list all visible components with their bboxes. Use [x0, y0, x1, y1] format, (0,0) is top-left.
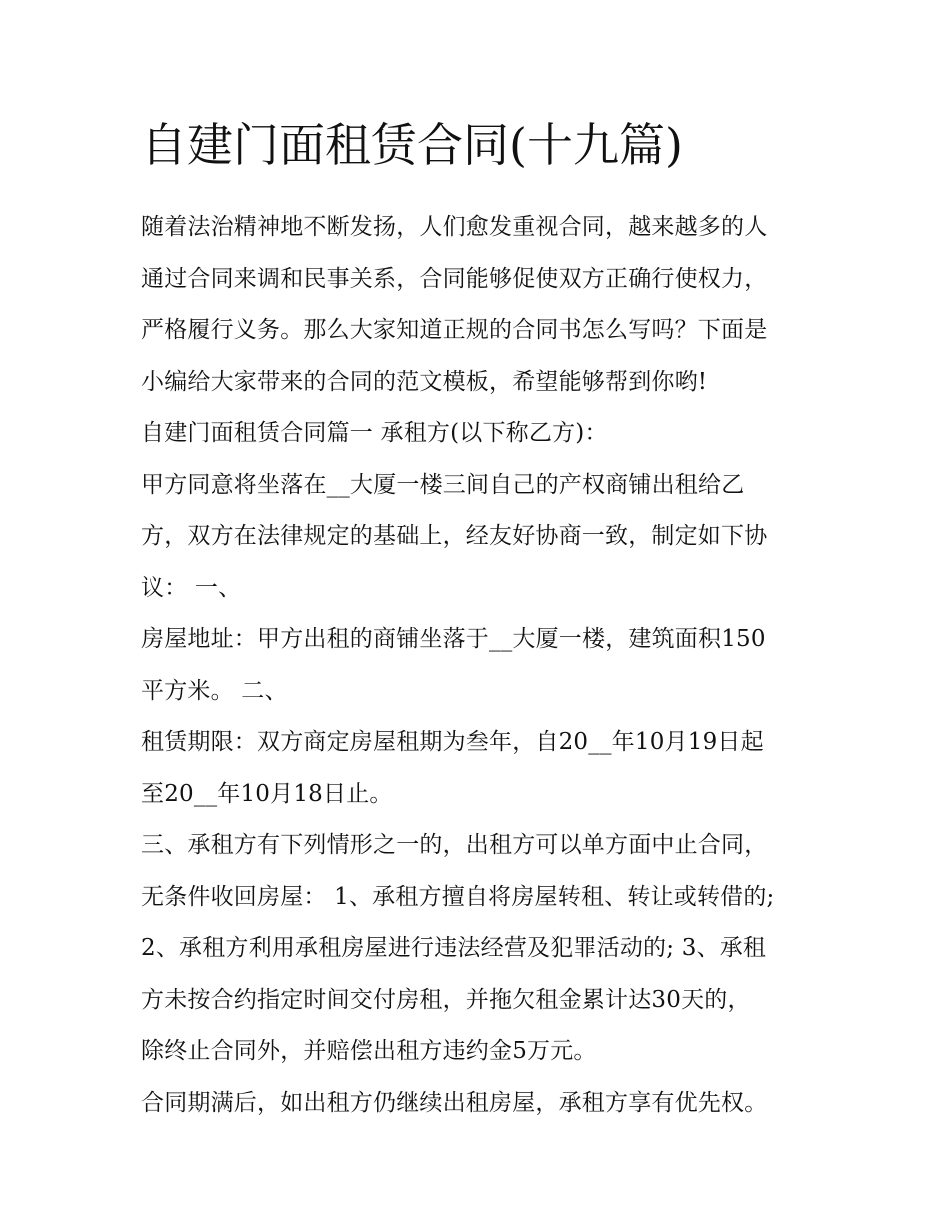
paragraph-termination: [141, 820, 821, 1078]
text-line: 至20__年10月18日止。: [141, 780, 393, 807]
document-body: [141, 112, 821, 1129]
text-line: 三、承租方有下列情形之一的，出租方可以单方面中止合同，: [141, 832, 768, 858]
text-line: 自建门面租赁合同篇一 承租方(以下称乙方)：: [141, 420, 608, 446]
text-line: 方，双方在法律规定的基础上，经友好协商一致，制定如下协: [141, 523, 768, 549]
paragraph-section-heading: [141, 408, 821, 460]
text-line: 除终止合同外，并赔偿出租方违约金5万元。: [141, 1038, 597, 1064]
document-title: 自建门面租赁合同(十九篇): [141, 118, 683, 172]
text-line: 通过合同来调和民事关系，合同能够促使双方正确行使权力，: [141, 265, 768, 292]
paragraph-lease-term: [141, 717, 821, 820]
paragraph-address: [141, 614, 821, 717]
paragraph-intro: [141, 202, 821, 408]
paragraph-agreement: [141, 460, 821, 615]
text-line: 小编给大家带来的合同的范文模板，希望能够帮到你哟!: [141, 368, 708, 395]
text-line: 随着法治精神地不断发扬，人们愈发重视合同，越来越多的人: [141, 214, 768, 240]
text-line: 严格履行义务。那么大家知道正规的合同书怎么写吗？下面是: [141, 317, 768, 343]
text-line: 合同期满后，如出租方仍继续出租房屋，承租方享有优先权。: [141, 1089, 768, 1116]
text-line: 议： 一、: [141, 574, 242, 601]
text-line: 甲方同意将坐落在__大厦一楼三间自己的产权商铺出租给乙: [141, 471, 745, 498]
text-line: 租赁期限：双方商定房屋租期为叁年，自20__年10月19日起: [141, 729, 764, 755]
text-line: 无条件收回房屋： 1、承租方擅自将房屋转租、转让或转借的;: [141, 883, 775, 910]
paragraph-renewal: [141, 1078, 821, 1130]
text-line: 方未按合约指定时间交付房租，并拖欠租金累计达30天的，: [141, 986, 751, 1013]
text-line: 2、承租方利用承租房屋进行违法经营及犯罪活动的; 3、承租: [141, 935, 767, 961]
text-line: 平方米。 二、: [141, 677, 288, 704]
text-line: 房屋地址：甲方出租的商铺坐落于__大厦一楼，建筑面积150: [141, 626, 766, 652]
